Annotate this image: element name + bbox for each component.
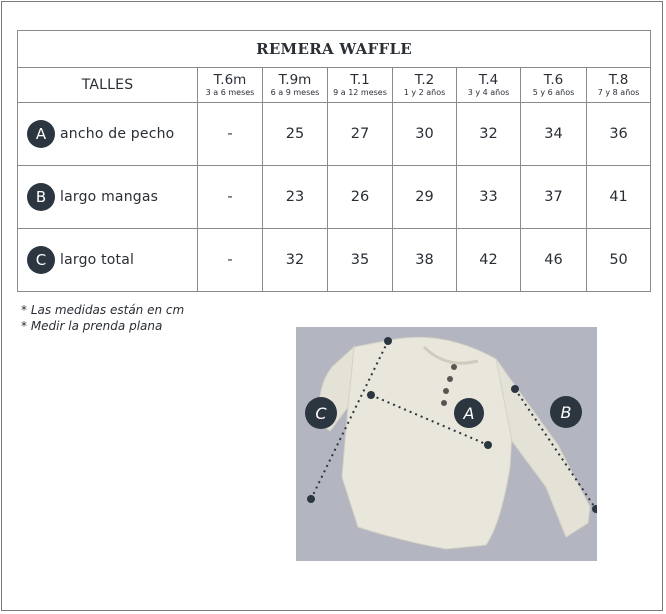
size-code: T.1 bbox=[350, 71, 370, 88]
photo-badge-c-label: C bbox=[315, 404, 327, 423]
size-range: 1 y 2 años bbox=[403, 87, 446, 97]
photo-badge-a-label: A bbox=[463, 404, 475, 423]
button-2 bbox=[447, 376, 453, 382]
table-cell: 23 bbox=[263, 166, 328, 229]
size-code: T.9m bbox=[278, 71, 312, 88]
table-cell: 32 bbox=[457, 103, 521, 166]
size-header-t4 bbox=[457, 68, 521, 103]
table-cell: 29 bbox=[393, 166, 457, 229]
size-code: T.4 bbox=[478, 71, 499, 88]
table-cell: 34 bbox=[521, 103, 587, 166]
size-header-t6 bbox=[521, 68, 587, 103]
size-range: 3 a 6 meses bbox=[205, 87, 255, 97]
button-1 bbox=[451, 364, 457, 370]
row-label-cell bbox=[18, 166, 198, 229]
table-cell: 50 bbox=[587, 229, 651, 292]
row-label: largo total bbox=[60, 252, 135, 268]
table-cell: 25 bbox=[263, 103, 328, 166]
table-cell: 38 bbox=[393, 229, 457, 292]
measure-point bbox=[307, 495, 315, 503]
size-code: T.8 bbox=[608, 71, 629, 88]
button-3 bbox=[443, 388, 449, 394]
talles-header: TALLES bbox=[18, 68, 198, 103]
row-label-cell bbox=[18, 229, 198, 292]
table-cell: 32 bbox=[263, 229, 328, 292]
table-cell: 33 bbox=[457, 166, 521, 229]
table-row-total-length bbox=[18, 229, 651, 292]
row-label: largo mangas bbox=[60, 189, 159, 205]
badge-c: C bbox=[27, 246, 55, 274]
photo-badge-b-label: B bbox=[560, 403, 572, 422]
table-cell: 46 bbox=[521, 229, 587, 292]
table-cell: - bbox=[198, 103, 263, 166]
row-label-cell bbox=[18, 103, 198, 166]
measure-point bbox=[384, 337, 392, 345]
size-code: T.6 bbox=[543, 71, 564, 88]
table-row-chest-width bbox=[18, 103, 651, 166]
size-range: 6 a 9 meses bbox=[270, 87, 320, 97]
table-cell: 30 bbox=[393, 103, 457, 166]
size-chart-table bbox=[17, 30, 651, 292]
table-cell: 37 bbox=[521, 166, 587, 229]
table-cell: - bbox=[198, 166, 263, 229]
table-cell: 36 bbox=[587, 103, 651, 166]
size-header-t1 bbox=[328, 68, 393, 103]
size-code: T.2 bbox=[414, 71, 435, 88]
table-cell: - bbox=[198, 229, 263, 292]
table-cell: 41 bbox=[587, 166, 651, 229]
table-cell: 27 bbox=[328, 103, 393, 166]
table-row-sleeve-length bbox=[18, 166, 651, 229]
size-header-t2 bbox=[393, 68, 457, 103]
size-header-t6m bbox=[198, 68, 263, 103]
size-header-row bbox=[18, 68, 651, 103]
measure-point bbox=[511, 385, 519, 393]
button-4 bbox=[441, 400, 447, 406]
note-units: * Las medidas están en cm bbox=[21, 303, 185, 317]
badge-a: A bbox=[27, 120, 55, 148]
size-header-t9m bbox=[263, 68, 328, 103]
notes bbox=[21, 303, 184, 334]
table-cell: 35 bbox=[328, 229, 393, 292]
size-range: 5 y 6 años bbox=[532, 87, 575, 97]
measure-point bbox=[367, 391, 375, 399]
size-range: 9 a 12 meses bbox=[333, 87, 387, 97]
size-header-t8 bbox=[587, 68, 651, 103]
table-cell: 42 bbox=[457, 229, 521, 292]
size-range: 7 y 8 años bbox=[597, 87, 640, 97]
measure-point bbox=[484, 441, 492, 449]
table-title: REMERA WAFFLE bbox=[18, 31, 651, 68]
size-code: T.6m bbox=[213, 71, 247, 88]
note-measure-flat: * Medir la prenda plana bbox=[21, 318, 163, 333]
row-label: ancho de pecho bbox=[60, 126, 175, 142]
badge-b: B bbox=[27, 183, 55, 211]
size-range: 3 y 4 años bbox=[467, 87, 510, 97]
garment-photo bbox=[296, 327, 597, 561]
table-cell: 26 bbox=[328, 166, 393, 229]
